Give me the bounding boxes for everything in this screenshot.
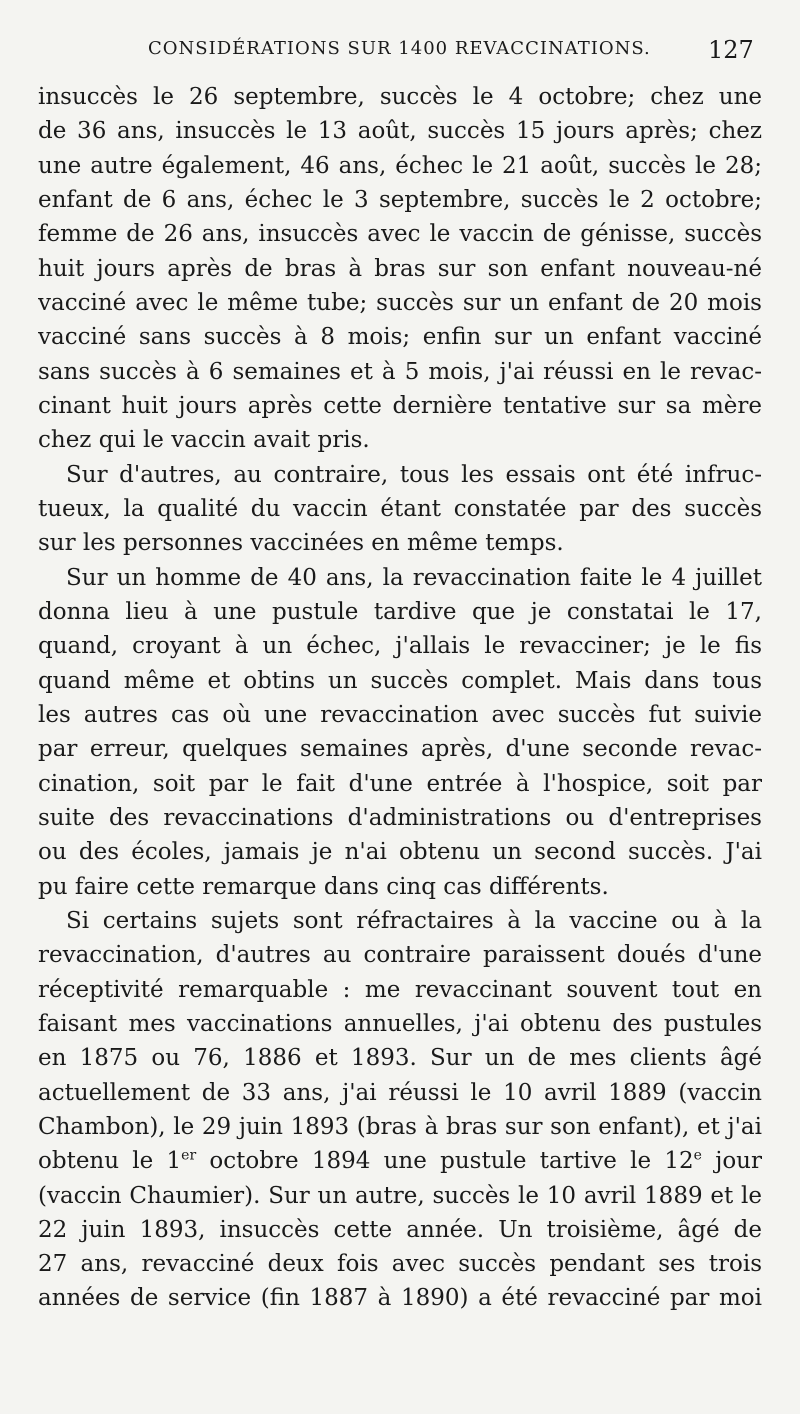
running-head: CONSIDÉRATIONS SUR 1400 REVACCINATIONS. — [148, 38, 651, 59]
text-line: vacciné sans succès à 8 mois; enfin sur un enfant vacciné — [38, 324, 762, 351]
text-line: chez qui le vaccin avait pris. — [38, 427, 370, 454]
text-line: 22 juin 1893, insuccès cette année. Un troisième, âgé de — [38, 1216, 762, 1243]
text-line: Si certains sujets sont réfractaires à la vaccine ou à la — [66, 907, 762, 934]
text-line: de 36 ans, insuccès le 13 août, succès 15 jours après; chez — [38, 118, 762, 145]
text-line: Chambon), le 29 juin 1893 (bras à bras sur son enfant), et j'ai — [38, 1113, 762, 1140]
text-line: une autre également, 46 ans, échec le 21 août, succès le 28; — [38, 152, 762, 179]
text-line: faisant mes vaccinations annuelles, j'ai obtenu des pustules — [38, 1010, 762, 1037]
text-line: actuellement de 33 ans, j'ai réussi le 10 avril 1889 (vaccin — [38, 1079, 762, 1106]
text-line — [38, 1144, 762, 1178]
text-line: par erreur, quelques semaines après, d'une seconde revac- — [38, 736, 762, 763]
superscript: er — [181, 1147, 197, 1164]
text-line: quand même et obtins un succès complet. Mais dans tous — [38, 667, 762, 694]
page-header — [0, 34, 800, 74]
page-number: 127 — [708, 36, 754, 64]
text-line: réceptivité remarquable : me revaccinant souvent tout en — [38, 976, 762, 1003]
text-line: ou des écoles, jamais je n'ai obtenu un second succès. J'ai — [38, 839, 762, 866]
superscript: e — [693, 1147, 702, 1164]
text-line: années de service (fin 1887 à 1890) a été revacciné par moi — [38, 1285, 762, 1312]
text-line: insuccès le 26 septembre, succès le 4 octobre; chez une — [38, 84, 762, 110]
text-line: (vaccin Chaumier). Sur un autre, succès le 10 avril 1889 et le — [38, 1182, 762, 1209]
text-line: cination, soit par le fait d'une entrée à l'hospice, soit par — [38, 770, 762, 797]
text-line: huit jours après de bras à bras sur son enfant nouveau-né — [38, 255, 762, 282]
text-line: quand, croyant à un échec, j'allais le revacciner; je le fis — [38, 633, 762, 660]
text-line: donna lieu à une pustule tardive que je constatai le 17, — [38, 598, 762, 625]
text-line: suite des revaccinations d'administrations ou d'entreprises — [38, 804, 762, 831]
text-line: sans succès à 6 semaines et à 5 mois, j'ai réussi en le revac- — [38, 358, 762, 385]
text-line: en 1875 ou 76, 1886 et 1893. Sur un de mes clients âgé — [38, 1045, 762, 1072]
text-line: 27 ans, revacciné deux fois avec succès pendant ses trois — [38, 1251, 762, 1278]
text-line: vacciné avec le même tube; succès sur un enfant de 20 mois — [38, 289, 762, 316]
text-segment: octobre 1894 une pustule tartive le 12 — [196, 1148, 694, 1175]
text-line: revaccination, d'autres au contraire paraissent doués d'une — [38, 942, 762, 969]
text-line: cinant huit jours après cette dernière tentative sur sa mère — [38, 392, 762, 419]
text-line: enfant de 6 ans, échec le 3 septembre, succès le 2 octobre; — [38, 186, 762, 213]
text-line: les autres cas où une revaccination avec succès fut suivie — [38, 701, 762, 728]
text-segment: jour — [701, 1148, 762, 1175]
text-line: pu faire cette remarque dans cinq cas différents. — [38, 873, 609, 900]
body-text — [38, 80, 762, 1316]
text-line: tueux, la qualité du vaccin étant constatée par des succès — [38, 495, 762, 522]
text-line: Sur d'autres, au contraire, tous les essais ont été infruc- — [66, 461, 762, 488]
text-line: femme de 26 ans, insuccès avec le vaccin de génisse, succès — [38, 221, 762, 248]
text-line: Sur un homme de 40 ans, la revaccination faite le 4 juillet — [66, 564, 762, 591]
text-segment: obtenu le 1 — [38, 1148, 182, 1175]
text-line: sur les personnes vaccinées en même temps. — [38, 530, 564, 557]
